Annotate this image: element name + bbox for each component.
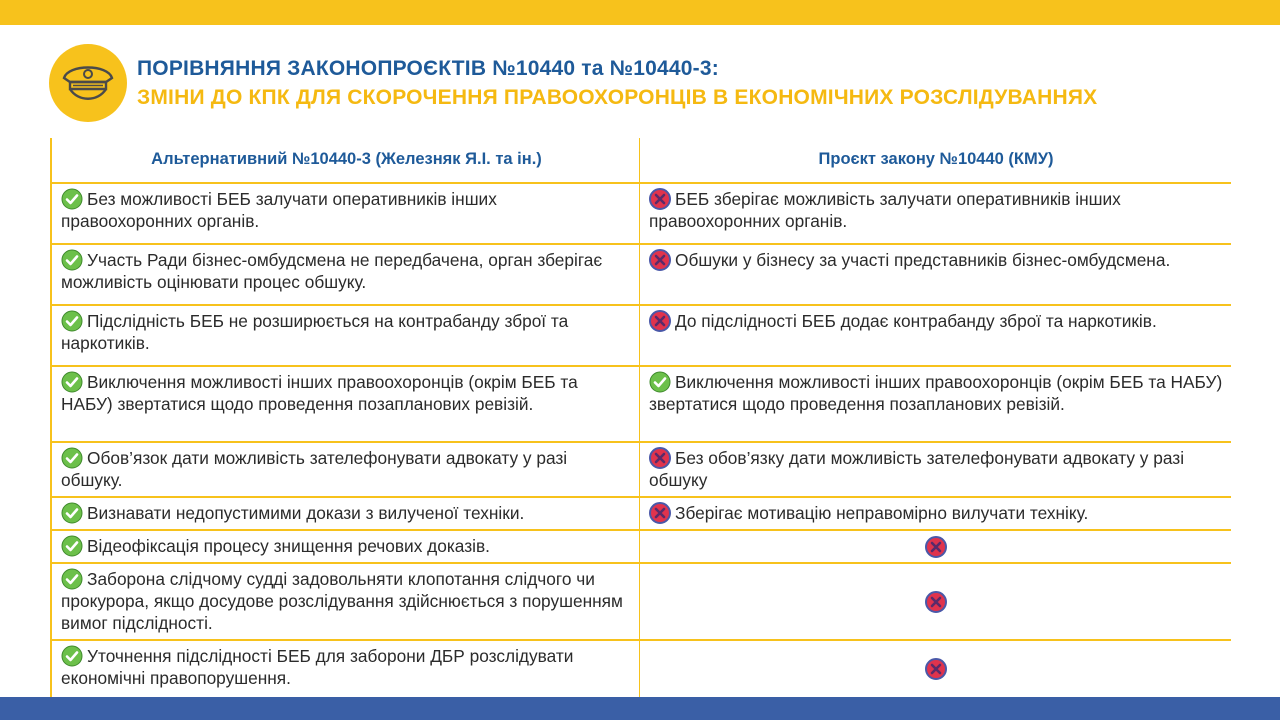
cross-icon bbox=[649, 447, 671, 469]
row-left-cell: Виключення можливості інших правоохоронців (окрім БЕБ та НАБУ) звертатися щодо проведення позапланових ревізій. bbox=[61, 372, 578, 414]
check-icon bbox=[61, 310, 83, 332]
row-left-cell: Обов’язок дати можливість зателефонувати адвокату у разі обшуку. bbox=[61, 448, 568, 490]
check-icon bbox=[61, 502, 83, 524]
row-left-cell: Відеофіксація процесу знищення речових доказів. bbox=[52, 531, 640, 562]
row-left-cell: Без можливості БЕБ залучати оперативників інших правоохоронних органів. bbox=[61, 189, 497, 231]
row-right-cell: Виключення можливості інших правоохоронців (окрім БЕБ та НАБУ) звертатися щодо проведення позапланових ревізій. bbox=[649, 372, 1223, 414]
row-right-cell: Обшуки у бізнесу за участі представників бізнес-омбудсмена. bbox=[641, 245, 1231, 304]
police-cap-icon bbox=[58, 58, 118, 108]
cross-icon bbox=[649, 502, 671, 524]
check-icon bbox=[61, 249, 83, 271]
table-row bbox=[50, 531, 1231, 564]
row-right-cell: БЕБ зберігає можливість залучати оперативників інших правоохоронних органів. bbox=[649, 189, 1121, 231]
row-left-cell: Заборона слідчому судді задовольняти клопотання слідчого чи прокурора, якщо досудове розслідування здійснюється з порушенням вимог підслідності. bbox=[61, 569, 623, 633]
cross-icon bbox=[925, 658, 947, 680]
row-right-cell: Зберігає мотивацію неправомірно вилучати техніку. bbox=[641, 498, 1231, 529]
cross-icon bbox=[925, 536, 947, 558]
bottom-accent-bar bbox=[0, 697, 1280, 720]
row-left-cell: Визнавати недопустимими докази з вилученої техніки. bbox=[52, 498, 640, 529]
check-icon bbox=[61, 535, 83, 557]
row-left-cell: Участь Ради бізнес-омбудсмена не передбачена, орган зберігає можливість оцінювати процес обшуку. bbox=[61, 250, 603, 292]
table-row bbox=[50, 184, 1231, 245]
table-row bbox=[50, 641, 1231, 697]
title-line-2: ЗМІНИ ДО КПК ДЛЯ СКОРОЧЕННЯ ПРАВООХОРОНЦІВ В ЕКОНОМІЧНИХ РОЗСЛІДУВАННЯХ bbox=[137, 86, 1098, 109]
check-icon bbox=[61, 645, 83, 667]
row-left-cell: Уточнення підслідності БЕБ для заборони ДБР розслідувати економічні правопорушення. bbox=[61, 646, 574, 688]
table-header-row bbox=[50, 138, 1231, 184]
cross-icon bbox=[649, 249, 671, 271]
logo bbox=[49, 44, 127, 122]
table-row bbox=[50, 245, 1231, 306]
check-icon bbox=[61, 188, 83, 210]
table-row bbox=[50, 498, 1231, 531]
title-line-1: ПОРІВНЯННЯ ЗАКОНОПРОЄКТІВ №10440 та №10440-3: bbox=[137, 57, 719, 80]
header-left: Альтернативний №10440-3 (Железняк Я.І. та ін.) bbox=[151, 150, 542, 168]
check-icon bbox=[61, 371, 83, 393]
check-icon bbox=[649, 371, 671, 393]
check-icon bbox=[61, 568, 83, 590]
table-row bbox=[50, 564, 1231, 641]
table-row bbox=[50, 443, 1231, 498]
row-right-cell: Без обов’язку дати можливість зателефонувати адвокату у разі обшуку bbox=[649, 448, 1185, 490]
check-icon bbox=[61, 447, 83, 469]
row-left-cell: Підслідність БЕБ не розширюється на контрабанду зброї та наркотиків. bbox=[61, 311, 569, 353]
row-right-cell bbox=[641, 641, 1231, 697]
cross-icon bbox=[649, 310, 671, 332]
header-right: Проєкт закону №10440 (КМУ) bbox=[818, 150, 1054, 168]
row-right-cell: До підслідності БЕБ додає контрабанду зброї та наркотиків. bbox=[641, 306, 1231, 365]
table-row bbox=[50, 306, 1231, 367]
cross-icon bbox=[925, 591, 947, 613]
top-accent-bar bbox=[0, 0, 1280, 25]
row-right-cell bbox=[641, 531, 1231, 562]
row-right-cell bbox=[641, 564, 1231, 639]
cross-icon bbox=[649, 188, 671, 210]
table-row bbox=[50, 367, 1231, 443]
